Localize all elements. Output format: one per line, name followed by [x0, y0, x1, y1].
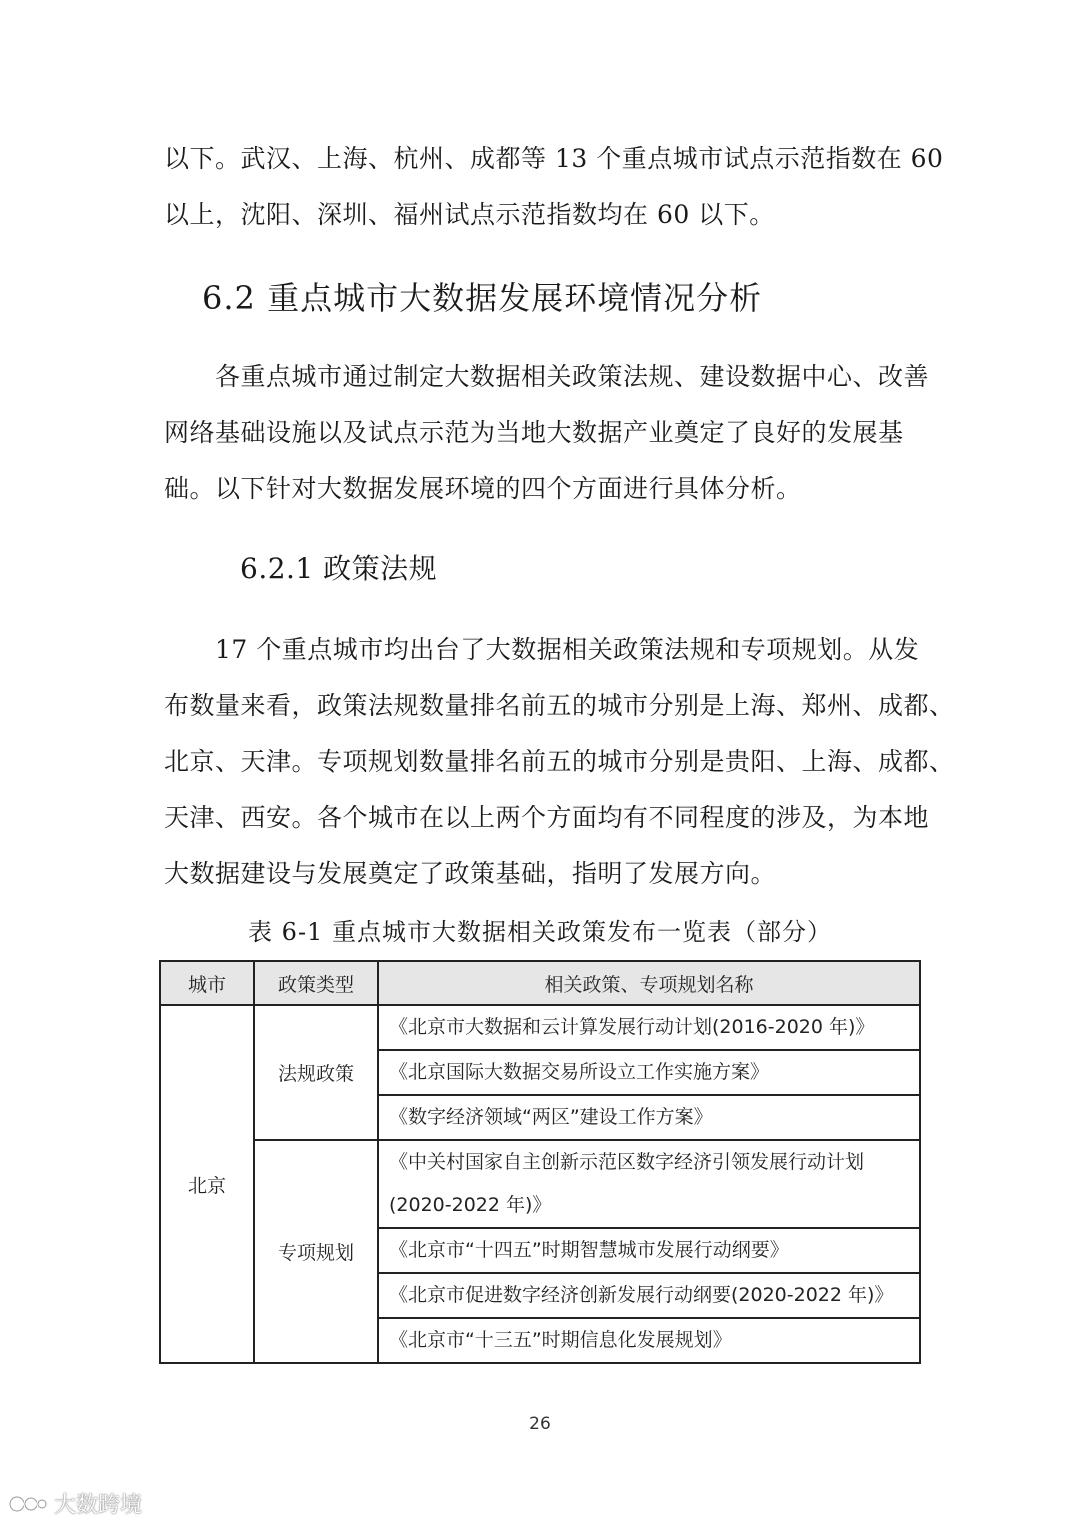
header-city: 城市 — [160, 961, 254, 1005]
table-row — [160, 1005, 920, 1050]
policy-name-cell: 《中关村国家自主创新示范区数字经济引领发展行动计划(2020-2022 年)》 — [378, 1140, 920, 1228]
policy-type-cell: 专项规划 — [254, 1140, 378, 1363]
paragraph-intro — [164, 131, 944, 243]
policy-name-cell: 《北京市促进数字经济创新发展行动纲要(2020-2022 年)》 — [378, 1273, 920, 1318]
text-line: 以下。武汉、上海、杭州、成都等 13 个重点城市试点示范指数在 60 — [164, 144, 944, 173]
policy-name-cell: 《北京市“十三五”时期信息化发展规划》 — [378, 1318, 920, 1363]
section-heading-6-2-1: 6.2.1 政策法规 — [240, 552, 438, 585]
watermark-logo-icon — [8, 1491, 48, 1517]
section-heading-6-2: 6.2 重点城市大数据发展环境情况分析 — [202, 279, 763, 317]
text-line: 以上，沈阳、深圳、福州试点示范指数均在 60 以下。 — [164, 200, 775, 229]
header-policy-type: 政策类型 — [254, 961, 378, 1005]
text-line: 天津、西安。各个城市在以上两个方面均有不同程度的涉及，为本地 — [164, 803, 930, 832]
policy-name-cell: 《北京国际大数据交易所设立工作实施方案》 — [378, 1050, 920, 1095]
text-line: 大数据建设与发展奠定了政策基础，指明了发展方向。 — [164, 859, 777, 888]
table-header-row — [160, 961, 920, 1005]
text-line: 础。以下针对大数据发展环境的四个方面进行具体分析。 — [164, 474, 802, 503]
watermark-text: 大数跨境 — [54, 1493, 143, 1518]
policy-type-cell: 法规政策 — [254, 1005, 378, 1140]
text-line: 北京、天津。专项规划数量排名前五的城市分别是贵阳、上海、成都、 — [164, 747, 955, 776]
text-line: 布数量来看，政策法规数量排名前五的城市分别是上海、郑州、成都、 — [164, 691, 955, 720]
text-line: 网络基础设施以及试点示范为当地大数据产业奠定了良好的发展基 — [164, 418, 904, 447]
paragraph-policy — [164, 622, 955, 902]
table-caption: 表 6-1 重点城市大数据相关政策发布一览表（部分） — [248, 918, 832, 946]
text-line: 17 个重点城市均出台了大数据相关政策法规和专项规划。从发 — [164, 635, 920, 664]
policy-name-cell: 《数字经济领域“两区”建设工作方案》 — [378, 1095, 920, 1140]
page-number: 26 — [529, 1414, 551, 1434]
policy-name-cell: 《北京市大数据和云计算发展行动计划(2016-2020 年)》 — [378, 1005, 920, 1050]
header-policy-name: 相关政策、专项规划名称 — [378, 961, 920, 1005]
table-row — [160, 1140, 920, 1228]
paragraph-environment — [164, 349, 930, 517]
policy-table — [159, 960, 921, 1364]
watermark — [8, 1488, 142, 1519]
city-cell: 北京 — [160, 1005, 254, 1363]
text-line: 各重点城市通过制定大数据相关政策法规、建设数据中心、改善 — [164, 362, 930, 391]
policy-name-cell: 《北京市“十四五”时期智慧城市发展行动纲要》 — [378, 1228, 920, 1273]
